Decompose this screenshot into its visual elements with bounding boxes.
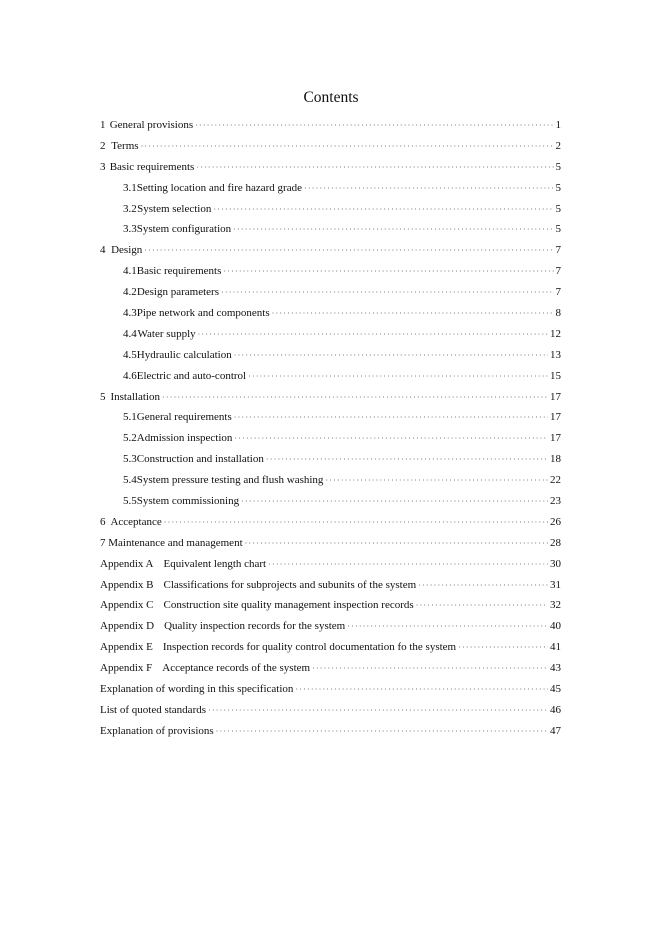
toc-entry[interactable] [100, 345, 561, 366]
toc-entry-number: 5.4 [123, 474, 137, 487]
toc-entry-label: General provisions [109, 119, 194, 131]
toc-entry-number: 5.3 [123, 453, 137, 466]
toc-entry-label: Inspection records for quality control documentation fo the system [162, 641, 457, 654]
toc-entry[interactable] [100, 470, 561, 491]
dot-leader [304, 179, 554, 199]
toc-entry-page: 17 [550, 432, 561, 445]
toc-entry-label: Design parameters [136, 286, 219, 299]
toc-entry[interactable] [100, 491, 561, 512]
dot-leader [196, 158, 553, 178]
toc-entry-label: Installation [110, 390, 160, 403]
toc-entry-number: Appendix E [100, 641, 153, 654]
toc-entry-number: 4.4 [123, 327, 137, 340]
toc-entry-page: 31 [550, 578, 561, 591]
toc-entry-page: 5 [555, 223, 561, 236]
dot-leader [295, 680, 548, 700]
toc-entry[interactable] [100, 554, 561, 575]
toc-entry-page: 13 [550, 348, 561, 361]
toc-entry-number: 4.5 [123, 348, 137, 361]
dot-leader [141, 137, 554, 157]
toc-entry-label: List of quoted standards [100, 703, 207, 716]
toc-entry-page: 18 [550, 453, 561, 466]
toc-entry-number: 2 [100, 139, 106, 152]
toc-entry-number: 1 [100, 119, 106, 131]
toc-entry-number: 5 [100, 390, 106, 403]
toc-entry[interactable] [100, 679, 561, 700]
toc-entry[interactable] [100, 658, 561, 679]
toc-entry-page: 40 [550, 620, 561, 633]
toc-entry-page: 5 [555, 181, 561, 194]
toc-entry-label: Maintenance and management [108, 536, 243, 549]
toc-entry-number: Appendix F [100, 662, 153, 675]
toc-entry-page: 46 [550, 703, 561, 716]
toc-entry-page: 28 [550, 536, 561, 549]
dot-leader [234, 408, 548, 428]
toc-entry[interactable] [100, 387, 561, 408]
toc-entry-page: 26 [550, 515, 561, 528]
toc-entry-page: 1 [555, 119, 561, 131]
toc-entry-number: 4.6 [123, 369, 137, 382]
toc-entry-label: Hydraulic calculation [136, 348, 232, 361]
toc-entry-label: System commissioning [136, 495, 240, 508]
toc-entry-page: 41 [550, 641, 561, 654]
toc-entry[interactable] [100, 449, 561, 470]
dot-leader [198, 325, 548, 345]
toc-entry-label: Setting location and fire hazard grade [136, 181, 302, 194]
toc-entry[interactable] [100, 407, 561, 428]
toc-entry[interactable] [100, 178, 561, 199]
toc-entry-label: Water supply [137, 327, 196, 340]
toc-entry-number: 4 [100, 244, 106, 257]
toc-entry-number: 4.2 [123, 286, 137, 299]
toc-entry-page: 2 [555, 139, 561, 152]
dot-leader [272, 304, 554, 324]
toc-entry-page: 17 [550, 411, 561, 424]
toc-entry[interactable] [100, 616, 561, 637]
toc-entry-label: Classifications for subprojects and subunits of the system [163, 578, 417, 591]
dot-leader [266, 450, 548, 470]
dot-leader [195, 116, 553, 136]
dot-leader [144, 241, 553, 261]
dot-leader [223, 262, 553, 282]
dot-leader [233, 220, 553, 240]
dot-leader [248, 367, 548, 387]
dot-leader [268, 555, 548, 575]
toc-entry-page: 17 [550, 390, 561, 403]
toc-entry[interactable] [100, 240, 561, 261]
toc-entry[interactable] [100, 428, 561, 449]
toc-entry-page: 43 [550, 662, 561, 675]
toc-entry-number: 5.5 [123, 495, 137, 508]
toc-entry-page: 12 [550, 327, 561, 340]
toc-entry[interactable] [100, 721, 561, 742]
toc-entry-number: Appendix C [100, 599, 154, 612]
dot-leader [234, 346, 548, 366]
toc-entry-number: Appendix A [100, 557, 154, 570]
page-title: Contents [303, 89, 359, 106]
toc-entry-number: 5.1 [123, 411, 137, 424]
dot-leader [216, 722, 548, 742]
toc-entry-label: Equivalent length chart [163, 557, 267, 570]
toc-entry-label: Design [111, 244, 143, 257]
toc-entry-label: Terms [111, 139, 139, 152]
toc-entry-number: Appendix B [100, 578, 154, 591]
toc-entry[interactable] [100, 324, 561, 345]
toc-entry-number: 4.1 [123, 265, 137, 278]
toc-entry-page: 32 [550, 599, 561, 612]
dot-leader [241, 492, 548, 512]
toc-entry-label: General requirements [136, 411, 232, 424]
dot-leader [416, 596, 548, 616]
dot-leader [245, 534, 548, 554]
toc-entry-page: 5 [555, 160, 561, 173]
toc-entry[interactable] [100, 282, 561, 303]
toc-entry-number: 6 [100, 515, 106, 528]
toc-entry-number: 3.2 [123, 202, 137, 215]
toc-entry-label: Basic requirements [109, 160, 195, 173]
toc-entry-label: System pressure testing and flush washing [136, 474, 324, 487]
toc-entry[interactable] [100, 136, 561, 157]
toc-entry-label: Quality inspection records for the system [164, 620, 346, 633]
toc-entry-label: Explanation of wording in this specification [100, 683, 294, 696]
toc-entry-page: 7 [555, 286, 561, 299]
dot-leader [213, 200, 553, 220]
dot-leader [325, 471, 548, 491]
dot-leader [162, 388, 548, 408]
table-of-contents [100, 115, 561, 742]
toc-entry-label: Acceptance records of the system [162, 662, 311, 675]
toc-entry-page: 45 [550, 683, 561, 696]
toc-entry-page: 5 [555, 202, 561, 215]
toc-entry-page: 7 [555, 244, 561, 257]
toc-entry[interactable] [100, 219, 561, 240]
toc-entry-page: 47 [550, 724, 561, 737]
toc-entry-number: Appendix D [100, 620, 155, 633]
toc-entry-label: Pipe network and components [136, 307, 270, 320]
dot-leader [458, 638, 548, 658]
toc-entry-number: 3 [100, 160, 106, 173]
toc-entry[interactable] [100, 303, 561, 324]
toc-entry-page: 30 [550, 557, 561, 570]
toc-entry-page: 7 [555, 265, 561, 278]
toc-entry[interactable] [100, 261, 561, 282]
toc-entry[interactable] [100, 533, 561, 554]
toc-entry[interactable] [100, 700, 561, 721]
toc-entry[interactable] [100, 512, 561, 533]
toc-entry-number: 7 [100, 536, 106, 549]
toc-entry[interactable] [100, 595, 561, 616]
toc-entry[interactable] [100, 157, 561, 178]
toc-entry-page: 23 [550, 495, 561, 508]
dot-leader [418, 576, 548, 596]
toc-entry-label: System selection [137, 202, 212, 215]
toc-entry-number: 5.2 [123, 432, 137, 445]
toc-entry-page: 8 [555, 307, 561, 320]
toc-entry[interactable] [100, 366, 561, 387]
dot-leader [312, 659, 548, 679]
toc-entry-label: Admission inspection [136, 432, 233, 445]
dot-leader [208, 701, 548, 721]
toc-entry-label: Construction site quality management inspection records [163, 599, 414, 612]
dot-leader [164, 513, 548, 533]
toc-entry-page: 15 [550, 369, 561, 382]
toc-entry-number: 3.1 [123, 181, 137, 194]
toc-entry[interactable] [100, 637, 561, 658]
toc-entry[interactable] [100, 575, 561, 596]
dot-leader [221, 283, 554, 303]
toc-entry-label: Electric and auto-control [136, 369, 247, 382]
toc-entry-label: Acceptance [110, 515, 162, 528]
toc-entry-label: Basic requirements [136, 265, 222, 278]
toc-entry-number: 3.3 [123, 223, 137, 236]
toc-entry-page: 22 [550, 474, 561, 487]
toc-entry[interactable] [100, 115, 561, 136]
toc-entry-label: System configuration [136, 223, 232, 236]
dot-leader [234, 429, 548, 449]
toc-entry-label: Explanation of provisions [100, 724, 214, 737]
dot-leader [347, 617, 548, 637]
toc-entry[interactable] [100, 199, 561, 220]
toc-entry-label: Construction and installation [136, 453, 264, 466]
toc-entry-number: 4.3 [123, 307, 137, 320]
